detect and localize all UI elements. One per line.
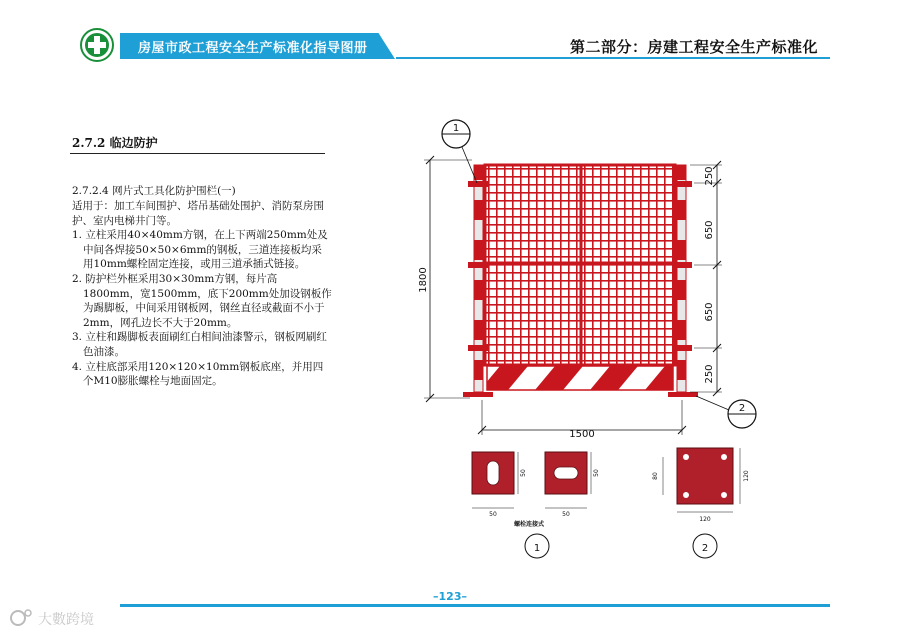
callout-2: [696, 396, 756, 428]
page-number: –123–: [433, 590, 467, 603]
detail-1-plate-b: [545, 452, 600, 518]
detail-2-marker: [693, 534, 717, 558]
dim-mid-lower-label: 650: [704, 302, 715, 322]
detail-1-height-a: 50: [520, 469, 527, 477]
height-dimension: [418, 156, 472, 402]
watermark-text: 大數跨境: [38, 612, 94, 628]
width-dimension: [478, 400, 686, 440]
spec-item: 1. 立柱采用40×40mm方钢，在上下两端250mm处及中间各焊接50×50×6mm的钢板，三道连接板均采用10mm螺栓固定连接，或用三道承插式链接。: [72, 229, 328, 271]
fence-panel: [485, 165, 675, 365]
manual-title: 房屋市政工程安全生产标准化指导图册: [138, 41, 368, 56]
dim-bottom-label: 250: [704, 364, 715, 384]
detail-1-marker: [525, 534, 549, 558]
detail-1-plate-a: [472, 452, 527, 518]
segment-dimensions: [690, 161, 722, 396]
detail-1-width-b: 50: [562, 511, 570, 518]
subsection-title: 2.7.2.4 网片式工具化防护围栏(一): [72, 185, 236, 197]
callout-1-number: 1: [452, 123, 460, 134]
section-title: 2.7.2 临边防护: [72, 136, 158, 150]
width-label: 1500: [569, 429, 595, 440]
callout-2-number: 2: [738, 403, 746, 414]
spec-item: 4. 立柱底部采用120×120×10mm钢板底座，并用四个M10膨胀螺栓与地面固定。: [72, 360, 324, 388]
detail-1-number: 1: [533, 543, 541, 554]
spec-item: 3. 立柱和踢脚板表面刷红白相间油漆警示，钢板网刷红色油漆。: [72, 331, 327, 358]
kickboard: [480, 366, 693, 390]
applicability-text: 适用于：加工车间围护、塔吊基础处围护、消防泵房围护、室内电梯井门等。: [72, 200, 324, 227]
height-label: 1800: [418, 267, 429, 293]
footer-rule: [120, 604, 830, 607]
detail-2-number: 2: [701, 543, 709, 554]
watermark-logo: [8, 604, 123, 632]
dim-top-label: 250: [704, 166, 715, 186]
detail-1-height-b: 50: [593, 469, 600, 477]
detail-2-height: 120: [743, 470, 750, 482]
detail-2-base-plate: [652, 448, 750, 523]
detail-1-width-a: 50: [489, 511, 497, 518]
detail-2-inner: 80: [652, 472, 659, 480]
callout-1: [442, 120, 477, 183]
spec-item: 2. 防护栏外框采用30×30mm方钢，每片高1800mm，宽1500mm，底下200mm处加设钢板作为踢脚板，中间采用钢板网，钢丝直径或截面不小于2mm，网孔边长不大于20mm。: [72, 272, 332, 329]
part-heading: 第二部分：房建工程安全生产标准化: [570, 38, 819, 56]
dim-mid-upper-label: 650: [704, 220, 715, 240]
detail-1-label: 螺栓连接式: [513, 521, 545, 528]
detail-2-width: 120: [699, 516, 711, 523]
